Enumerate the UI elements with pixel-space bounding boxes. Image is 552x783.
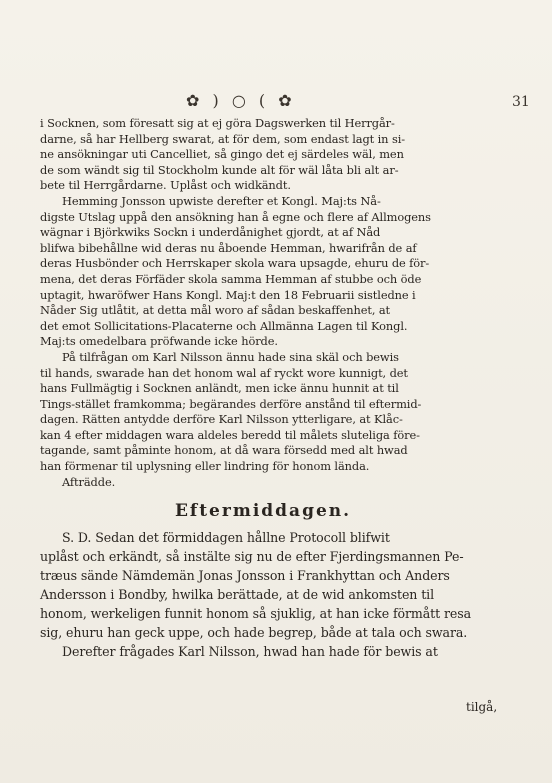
text-line: Tings-stället framkomma; begärandes derföre anstånd til eftermid- bbox=[40, 396, 422, 411]
text-line: træus sände Nämdemän Jonas Jonsson i Frankhyttan och Anders bbox=[40, 568, 450, 584]
text-line: honom, werkeligen funnit honom så sjuklig, at han icke förmått resa bbox=[40, 606, 472, 622]
paragraph-2 bbox=[40, 194, 486, 350]
paragraph-3 bbox=[40, 350, 486, 475]
section-heading: Eftermiddagen. bbox=[174, 501, 352, 522]
text-line: digste Utslag uppå den ansökning han å egne och flere af Allmogens bbox=[40, 209, 431, 224]
paragraph-1 bbox=[40, 116, 486, 194]
text-line: deras Husbönder och Herrskaper skola wara upsagde, ehuru de för- bbox=[40, 256, 430, 271]
text-line: han förmenar til uplysning eller lindring för honom lända. bbox=[40, 459, 370, 474]
text-line: mena, det deras Förfäder skola samma Hemman af stubbe och öde bbox=[40, 271, 422, 286]
text-line: Andersson i Bondby, hwilka berättade, at de wid ankomsten til bbox=[40, 587, 435, 603]
text-line: sig, ehuru han geck uppe, och hade begrep, både at tala och swara. bbox=[40, 625, 468, 641]
header-ornament: ✿ ) ○ ( ✿ bbox=[186, 91, 296, 110]
catchword: tilgå, bbox=[466, 700, 498, 714]
text-line: S. D. Sedan det förmiddagen hållne Protocoll blifwit bbox=[62, 530, 390, 546]
paragraph-4 bbox=[40, 528, 486, 661]
text-line: På tilfrågan om Karl Nilsson ännu hade sina skäl och bewis bbox=[62, 349, 399, 364]
text-line: hans Fullmägtig i Socknen anländt, men icke ännu hunnit at til bbox=[40, 381, 399, 396]
adjourned-note: Afträdde. bbox=[62, 474, 116, 489]
text-line: Derefter frågades Karl Nilsson, hwad han hade för bewis at bbox=[62, 644, 438, 660]
text-line: blifwa bibehållne wid deras nu åboende Hemman, hwarifrån de af bbox=[40, 240, 417, 255]
text-line: til hands, swarade han det honom wal af ryckt wore kunnigt, det bbox=[40, 365, 408, 380]
text-line: tagande, samt påminte honom, at då wara försedd med alt hwad bbox=[40, 443, 408, 458]
text-line: i Socknen, som föresatt sig at ej göra Dagswerken til Herrgår- bbox=[40, 116, 395, 130]
text-line: darne, så har Hellberg swarat, at för dem, som endast lagt in si- bbox=[40, 131, 405, 146]
text-line: bete til Herrgårdarne. Uplåst och widkändt. bbox=[40, 178, 291, 193]
text-line: de som wändt sig til Stockholm kunde alt för wäl låta bli alt ar- bbox=[40, 162, 399, 177]
text-line: uplåst och erkändt, så instälte sig nu de efter Fjerdingsmannen Pe- bbox=[40, 549, 464, 565]
text-line: kan 4 efter middagen wara aldeles beredd til målets sluteliga före- bbox=[40, 427, 420, 442]
text-line: Hemming Jonsson upwiste derefter et Kongl. Maj:ts Nå- bbox=[62, 193, 381, 208]
text-line: det emot Sollicitations-Placaterne och Allmänna Lagen til Kongl. bbox=[40, 318, 408, 333]
page-number: 31 bbox=[512, 94, 530, 110]
text-line: Maj:ts omedelbara pröfwande icke hörde. bbox=[40, 334, 278, 349]
text-line: wägnar i Björkwiks Sockn i underdånighet gjordt, at af Nåd bbox=[40, 225, 381, 240]
text-line: Nåder Sig utlåtit, at detta mål woro af sådan beskaffenhet, at bbox=[40, 303, 391, 318]
body-text bbox=[40, 116, 486, 661]
text-line: ne ansökningar uti Cancelliet, så gingo det ej särdeles wäl, men bbox=[40, 147, 404, 162]
text-line: uptagit, hwaröfwer Hans Kongl. Maj:t den 18 Februarii sistledne i bbox=[40, 287, 416, 302]
text-line: dagen. Rätten antydde derföre Karl Nilsson ytterligare, at Klåc- bbox=[40, 412, 403, 427]
